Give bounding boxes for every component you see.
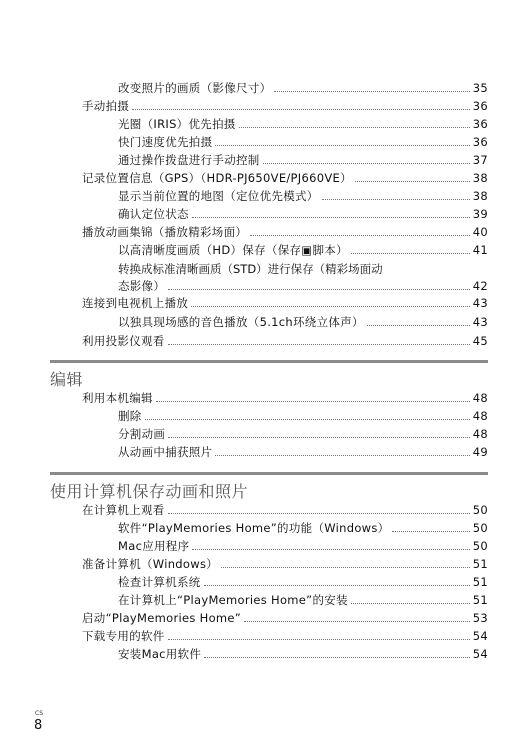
toc-entry-page: 48 [472, 391, 488, 405]
toc-entry-manual-dial[interactable] [118, 151, 488, 169]
toc-entry-edit-with-camera[interactable] [82, 389, 488, 407]
toc-entry-page: 45 [472, 334, 488, 348]
toc-entry-title: 安装Mac用软件 [118, 647, 202, 661]
toc-leader [168, 639, 470, 640]
toc-entry-page: 39 [472, 207, 488, 221]
toc-entry-capture-photo[interactable] [118, 443, 488, 461]
toc-entry-mac-app[interactable] [118, 537, 488, 555]
toc-entry-manual-shooting[interactable] [82, 97, 488, 115]
toc-entry-title: 下载专用的软件 [82, 629, 165, 643]
toc-entry-title-line2: 态影像） [118, 279, 166, 293]
language-code: CS [35, 710, 43, 717]
toc-entry-title: 光圈（IRIS）优先拍摄 [118, 117, 236, 131]
toc-entry-projector[interactable] [82, 332, 488, 350]
toc-entry-page: 48 [472, 427, 488, 441]
toc-entry-title: 连接到电视机上播放 [82, 296, 189, 310]
toc-entry-view-on-computer[interactable] [82, 501, 488, 519]
toc-entry-page: 38 [472, 189, 488, 203]
toc-entry-title: 启动“PlayMemories Home” [82, 611, 242, 625]
toc-entry-gps[interactable] [82, 169, 488, 187]
toc-entry-delete[interactable] [118, 407, 488, 425]
toc-entry-title: 分割动画 [118, 427, 166, 441]
toc-entry-title: 在计算机上观看 [82, 503, 165, 517]
toc-entry-title: Mac应用程序 [118, 539, 190, 553]
toc-leader [351, 603, 470, 604]
toc-entry-title: 从动画中捕获照片 [118, 445, 213, 459]
section-heading-edit: 编辑 [50, 360, 488, 390]
toc-entry-iris-priority[interactable] [118, 115, 488, 133]
toc-leader [168, 289, 470, 290]
toc-entry-page: 50 [472, 521, 488, 535]
toc-entry-page: 41 [472, 243, 488, 257]
toc-leader [192, 549, 469, 550]
toc-leader [250, 235, 470, 236]
toc-leader [191, 306, 470, 307]
section-heading-computer: 使用计算机保存动画和照片 [50, 472, 488, 502]
toc-entry-title: 以高清晰度画质（HD）保存（保存▣脚本） [118, 243, 348, 257]
toc-entry-title: 以独具现场感的音色播放（5.1ch环绕立体声） [118, 315, 364, 329]
toc-entry-prepare-computer[interactable] [82, 555, 488, 573]
toc-entry-title: 利用投影仪观看 [82, 334, 165, 348]
toc-entry-page: 51 [472, 575, 488, 589]
toc-leader [132, 109, 470, 110]
toc-leader [168, 513, 470, 514]
toc-entry-title-line1: 转换成标准清晰画质（STD）进行保存（精彩场面动 [118, 262, 383, 276]
toc-leader [145, 419, 470, 420]
toc-leader [351, 253, 470, 254]
toc-leader [239, 127, 470, 128]
page-number: 8 [34, 718, 43, 733]
toc-entry-map[interactable] [118, 187, 488, 205]
toc-entry-page: 43 [472, 315, 488, 329]
toc-entry-page: 54 [472, 647, 488, 661]
toc-leader [204, 657, 470, 658]
toc-entry-title: 通过操作拨盘进行手动控制 [118, 153, 260, 167]
toc-entry-start-playmemories[interactable] [82, 609, 488, 627]
toc-entry-page: 51 [472, 593, 488, 607]
toc-leader [168, 344, 470, 345]
toc-entry-surround[interactable] [118, 313, 488, 331]
toc-entry-title: 快门速度优先拍摄 [118, 135, 213, 149]
toc-entry-title: 确认定位状态 [118, 207, 189, 221]
toc-entry-title: 利用本机编辑 [82, 391, 153, 405]
toc-leader [263, 163, 470, 164]
toc-entry-playmemories-features[interactable] [118, 519, 488, 537]
toc-entry-title: 删除 [118, 409, 142, 423]
toc-entry-divide[interactable] [118, 425, 488, 443]
toc-entry-page: 35 [472, 81, 488, 95]
toc-entry-hd-save[interactable] [118, 241, 488, 259]
toc-entry-page: 49 [472, 445, 488, 459]
toc-entry-positioning-status[interactable] [118, 205, 488, 223]
toc-entry-page: 36 [472, 99, 488, 113]
toc-entry-page: 37 [472, 153, 488, 167]
toc-entry-page: 42 [472, 279, 488, 293]
toc-entry-page: 53 [472, 611, 488, 625]
toc-entry-title: 手动拍摄 [82, 99, 130, 113]
toc-entry-title: 播放动画集锦（播放精彩场面） [82, 225, 248, 239]
toc-entry-download-software[interactable] [82, 627, 488, 645]
toc-leader [156, 401, 470, 402]
toc-entry-title: 改变照片的画质（影像尺寸） [118, 81, 272, 95]
toc-entry-page: 40 [472, 225, 488, 239]
toc-entry-page: 38 [472, 171, 488, 185]
toc-entry-title: 记录位置信息（GPS）（HDR-PJ650VE/PJ660VE） [82, 171, 352, 185]
toc-entry-title: 在计算机上“PlayMemories Home”的安装 [118, 593, 348, 607]
toc-entry-page: 51 [472, 557, 488, 571]
toc-leader [192, 217, 470, 218]
toc-entry-check-system[interactable] [118, 573, 488, 591]
toc-leader [204, 585, 470, 586]
toc-entry-page: 43 [472, 296, 488, 310]
toc-entry-page: 36 [472, 135, 488, 149]
toc-entry-page: 50 [472, 539, 488, 553]
toc-leader [215, 145, 469, 146]
toc-entry-install-mac-software[interactable] [118, 645, 488, 663]
toc-leader [355, 181, 470, 182]
toc-entry-page: 36 [472, 117, 488, 131]
toc-leader [168, 437, 470, 438]
toc-leader [367, 325, 470, 326]
toc-leader [274, 91, 469, 92]
toc-leader [221, 567, 470, 568]
toc-entry-page: 54 [472, 629, 488, 643]
toc-leader [322, 199, 470, 200]
toc-entry-image-size[interactable] [118, 79, 488, 97]
toc-entry-shutter-priority[interactable] [118, 133, 488, 151]
toc-entry-tv-playback[interactable] [82, 294, 488, 312]
toc-leader [215, 455, 469, 456]
toc-entry-title: 软件“PlayMemories Home”的功能（Windows） [118, 521, 390, 535]
toc-entry-page: 50 [472, 503, 488, 517]
toc-entry-title: 准备计算机（Windows） [82, 557, 219, 571]
toc-entry-title: 显示当前位置的地图（定位优先模式） [118, 189, 319, 203]
toc-entry-title: 检查计算机系统 [118, 575, 201, 589]
toc-entry-install-playmemories[interactable] [118, 591, 488, 609]
toc-leader [244, 621, 470, 622]
toc-leader [392, 531, 469, 532]
toc-entry-std-save[interactable] [118, 261, 488, 295]
toc-entry-page: 48 [472, 409, 488, 423]
toc-entry-highlight-playback[interactable] [82, 223, 488, 241]
